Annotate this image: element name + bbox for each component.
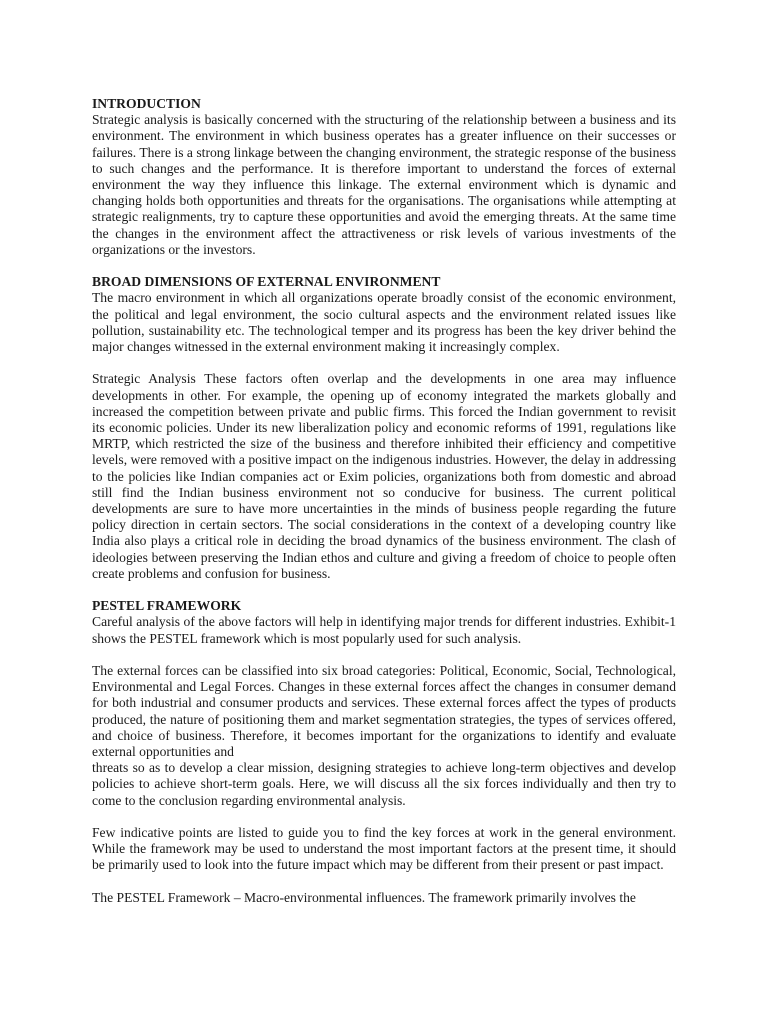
paragraph: Strategic Analysis These factors often overlap and the developments in one area may influence developments in other. For example, the opening up of economy integrated the markets globally and increased the competition between private and public firms. This forced the Indian government to revisit its economic policies. Under its new liberalization policy and economic reforms of 1991, regulations like MRTP, which restricted the size of the business and therefore inhibited their efficiency and competitive levels, were removed with a positive impact on the indigenous industries. However, the delay in addressing to the policies like Indian companies act or Exim policies, organizations both from domestic and abroad still find the Indian business environment not so conducive for business. The current political developments are sure to have more uncertainties in the minds of business people regarding the future policy direction in certain sectors. The social considerations in the context of a developing country like India also plays a critical role in deciding the broad dynamics of the business environment. The clash of ideologies between preserving the Indian ethos and culture and giving a freedom of choice to people often create problems and confusion for business. — [92, 371, 676, 581]
document-page — [92, 96, 676, 922]
paragraph: threats so as to develop a clear mission, designing strategies to achieve long-term objectives and develop policies to achieve short-term goals. Here, we will discuss all the six forces individually and then try to come to the conclusion regarding environmental analysis. — [92, 760, 676, 808]
section-heading: PESTEL FRAMEWORK — [92, 598, 242, 614]
section-heading: INTRODUCTION — [92, 96, 201, 111]
paragraph: Few indicative points are listed to guide you to find the key forces at work in the general environment. While the framework may be used to understand the most important factors at the present time, it should be primarily used to look into the future impact which may be different from their present or past impact. — [92, 825, 676, 873]
paragraph: Careful analysis of the above factors will help in identifying major trends for different industries. Exhibit-1 shows the PESTEL framework which is most popularly used for such analysis. — [92, 614, 676, 646]
section-pestel-framework — [92, 598, 676, 906]
section-introduction — [92, 96, 676, 258]
section-broad-dimensions — [92, 274, 676, 582]
paragraph: The PESTEL Framework – Macro-environmental influences. The framework primarily involves the — [92, 889, 636, 905]
paragraph: Strategic analysis is basically concerned with the structuring of the relationship between a business and its environment. The environment in which business operates has a greater influence on their successes or failures. There is a strong linkage between the changing environment, the strategic response of the business to such changes and the performance. It is therefore important to understand the forces of external environment the way they influence this linkage. The external environment which is dynamic and changing holds both opportunities and threats for the organisations. The organisations while attempting at strategic realignments, try to capture these opportunities and avoid the emerging threats. At the same time the changes in the environment affect the attractiveness or risk levels of various investments of the organizations or the investors. — [92, 112, 676, 257]
paragraph: The external forces can be classified into six broad categories: Political, Economic, Social, Technological, Environmental and Legal Forces. Changes in these external forces affect the changes in consumer demand for both industrial and consumer products and services. These external forces affect the types of products produced, the nature of positioning them and market segmentation strategies, the types of services offered, and choice of business. Therefore, it becomes important for the organizations to identify and evaluate external opportunities and — [92, 663, 676, 760]
section-heading: BROAD DIMENSIONS OF EXTERNAL ENVIRONMENT — [92, 274, 441, 290]
paragraph: The macro environment in which all organizations operate broadly consist of the economic environment, the political and legal environment, the socio cultural aspects and the environment related issues like pollution, sustainability etc. The technological temper and its progress has been the key driver behind the major changes witnessed in the external environment making it increasingly complex. — [92, 290, 676, 355]
